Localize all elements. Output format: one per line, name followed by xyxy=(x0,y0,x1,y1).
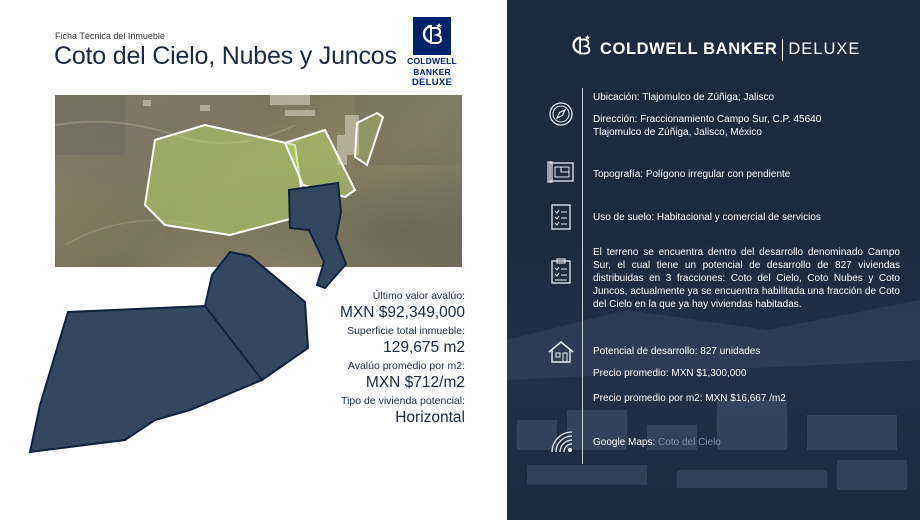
average-price-text: Precio promedio: MXN $1,300,000 xyxy=(593,368,747,379)
location-text: Ubicación: Tlajomulco de Zúñiga; Jalisco xyxy=(593,92,775,103)
checklist-icon xyxy=(547,203,575,231)
google-maps-link[interactable]: Coto del Cielo xyxy=(658,437,721,448)
description-paragraph: El terreno se encuentra dentro del desarrollo denominado Campo Sur, el cual tiene un potencial de desarrollo de 827 viviendas distribuidas en 3 fracciones: Coto del Cielo, Coto Nubes y Coto Juncos, actualmente ya se encuentra habilitada una fracción de Coto del Cielo en la que ya hay viviendas habitadas. xyxy=(593,247,900,310)
value-label: Tipo de vivienda potencial: xyxy=(341,395,465,407)
value-amount: 129,675 m2 xyxy=(383,339,465,356)
topography-text: Topografía: Polígono irregular con pendiente xyxy=(593,169,791,180)
divider-line xyxy=(582,88,583,464)
brand-divider xyxy=(782,39,783,61)
signal-icon xyxy=(547,427,575,455)
compass-icon xyxy=(547,100,575,128)
development-potential-text: Potencial de desarrollo: 827 unidades xyxy=(593,346,761,357)
logo-line-3: DELUXE xyxy=(411,77,453,88)
address-line-1: Dirección: Fraccionamiento Campo Sur, C.P. 45640 xyxy=(593,114,822,125)
brand-header xyxy=(568,34,860,65)
sheet-label: Ficha Técnica del Inmueble xyxy=(55,31,165,41)
clipboard-icon xyxy=(547,257,575,285)
logo-line-2: BANKER xyxy=(413,67,451,77)
value-label: Superficie total inmueble: xyxy=(347,325,465,337)
price-per-m2-text: Precio promedio por m2: MXN $16,667 /m2 xyxy=(593,393,786,404)
value-amount: Horizontal xyxy=(395,409,465,426)
google-maps-label: Google Maps: xyxy=(593,437,656,448)
blueprint-icon xyxy=(547,158,575,186)
google-maps-row xyxy=(593,436,721,449)
brand-name: COLDWELL BANKER xyxy=(600,40,778,58)
page-title: Coto del Cielo, Nubes y Juncos xyxy=(54,42,397,70)
cb-logo-icon xyxy=(568,34,594,65)
logo-line-1: COLDWELL xyxy=(407,56,457,66)
value-amount: MXN $712/m2 xyxy=(365,374,465,391)
brand-suffix: DELUXE xyxy=(788,40,861,58)
land-use-text: Uso de suelo: Habitacional y comercial de servicios xyxy=(593,212,821,223)
value-label: Último valor avalúo: xyxy=(372,290,465,302)
value-amount: MXN $92,349,000 xyxy=(340,304,465,321)
value-label: Avalúo promedio por m2: xyxy=(347,360,465,372)
house-icon xyxy=(547,338,575,366)
address-line-2: Tlajomulco de Zúñiga, Jalisco, México xyxy=(593,127,762,138)
valuation-list xyxy=(265,290,465,430)
